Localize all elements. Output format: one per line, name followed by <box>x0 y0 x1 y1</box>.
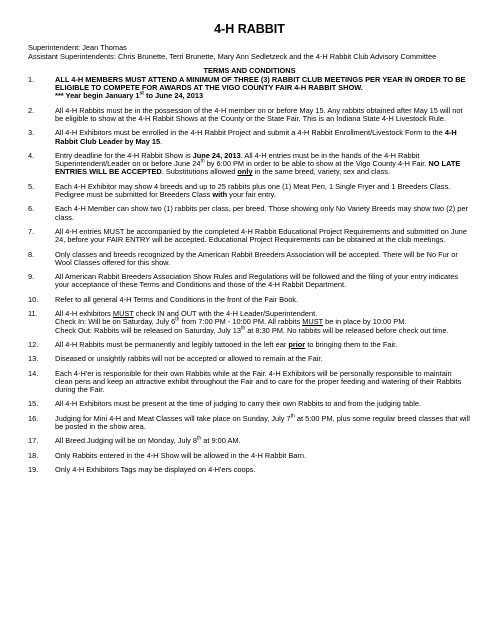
term-item <box>28 310 471 335</box>
term-number: 17. <box>28 436 39 446</box>
term-item <box>28 452 471 460</box>
term-text-segment: only <box>237 167 253 177</box>
term-text <box>55 452 471 460</box>
term-item <box>28 296 471 304</box>
term-text-segment: at 9:00 AM. <box>201 436 241 446</box>
term-text <box>55 355 471 363</box>
term-text-segment: All 4-H exhibitors <box>55 309 113 319</box>
term-item <box>28 183 471 200</box>
term-number: 1. <box>28 74 35 84</box>
terms-heading: TERMS AND CONDITIONS <box>203 66 296 76</box>
term-text-segment: MUST <box>302 317 324 327</box>
term-number: 11. <box>28 309 38 319</box>
term-text-segment: ALL 4-H MEMBERS MUST ATTEND A MINIMUM OF THREE (3) RABBIT CLUB MEETINGS PER YEAR IN ORDER TO BE ELIGIBLE TO COMPETE FOR AWARDS AT THE VIGO COUNTY FAIR 4-H RABBIT SHOW. <box>55 74 466 93</box>
term-number: 4. <box>28 150 35 160</box>
term-text-segment: June 24, 2013 <box>192 150 241 160</box>
term-text-segment: from 7:00 PM - 10:00 PM. All rabbits <box>179 317 303 327</box>
term-item <box>28 205 471 222</box>
term-text-segment: in the same breed, variety, sex and class. <box>252 167 391 177</box>
term-text <box>55 296 471 304</box>
term-text <box>55 183 471 200</box>
term-number: 15. <box>28 399 39 409</box>
term-number: 2. <box>28 105 35 115</box>
term-text <box>55 341 471 349</box>
term-text-superscript: st <box>139 90 144 97</box>
term-text-segment: All Breed Judging will be on Monday, July 8 <box>55 436 198 446</box>
term-text <box>55 107 471 124</box>
term-text <box>55 370 471 395</box>
term-number: 9. <box>28 272 35 282</box>
term-text-segment: NO LATE ENTRIES WILL BE ACCEPTED <box>55 159 461 177</box>
term-item <box>28 415 471 432</box>
term-text-superscript: th <box>290 413 295 420</box>
term-text <box>55 76 471 101</box>
term-number: 18. <box>28 450 39 460</box>
term-number: 7. <box>28 226 35 236</box>
term-item <box>28 370 471 395</box>
term-text-segment: Judging for Mini 4-H and Meat Classes will take place on Sunday, July 7 <box>55 413 291 423</box>
assistant-superintendents-line: Assistant Superintendents: Chris Brunette, Terri Brunette, Mary Ann Sedletzeck and the 4-H Rabbit Club Advisory Committee <box>28 51 437 61</box>
term-text-superscript: th <box>200 158 205 165</box>
term-text-segment: . <box>160 136 163 146</box>
term-item <box>28 76 471 101</box>
terms-list <box>28 76 471 474</box>
term-text-segment: Check In: Will be on Saturday, July 6 <box>55 317 176 327</box>
term-text <box>55 400 471 408</box>
term-text-segment: Entry deadline for the 4-H Rabbit Show is <box>55 150 193 160</box>
term-item <box>28 437 471 445</box>
term-text <box>55 228 471 245</box>
term-text <box>55 273 471 290</box>
term-text-segment: All 4-H Rabbits must be in the possession of the 4-H member on or before May 15. Any rabbits obtained after May 15 will not be eligible to show at the 4-H Rabbit Shows at the County or the State Fair. This is an Indiana State 4-H Livestock Rule. <box>55 105 463 123</box>
term-text <box>55 251 471 268</box>
term-text-segment: your fair entry. <box>227 190 276 200</box>
term-number: 16. <box>28 413 39 423</box>
term-text <box>55 310 471 335</box>
term-text-segment: Only 4-H Exhibitors Tags may be displayed on 4-H'ers coops. <box>55 464 256 474</box>
term-text-segment: with <box>212 190 228 200</box>
term-text-segment: All 4-H Exhibitors must be enrolled in the 4-H Rabbit Project and submit a 4-H Rabbit Enrollment/Livestock Form to the <box>55 128 445 138</box>
superintendent-line: Superintendent: Jean Thomas <box>28 43 127 52</box>
term-item <box>28 129 471 146</box>
term-text-segment: prior <box>288 339 306 349</box>
term-text-superscript: th <box>197 435 202 442</box>
term-text-segment: to June 24, 2013 <box>143 91 204 101</box>
term-item <box>28 251 471 268</box>
term-text-segment: Only Rabbits entered in the 4-H Show will be allowed in the 4-H Rabbit Barn. <box>55 450 307 460</box>
term-text-superscript: th <box>175 316 180 323</box>
term-text-segment: Check Out: Rabbits will be released on Saturday, July 13 <box>55 325 241 335</box>
term-number: 12. <box>28 339 39 349</box>
term-text-segment: All 4-H Rabbits must be permanently and legibly tattooed in the left ear <box>55 339 289 349</box>
term-number: 13. <box>28 354 39 364</box>
term-text-superscript: th <box>240 325 246 332</box>
term-text <box>55 437 471 445</box>
term-text-segment: Each 4-H Exhibitor may show 4 breeds and up to 25 rabbits plus one (1) Meat Pen, 1 Single Fryer and 1 Breeders Class. Pedigree must be submitted for Breeders Class <box>55 181 451 200</box>
term-number: 8. <box>28 249 35 259</box>
term-number: 19. <box>28 464 39 474</box>
term-item <box>28 400 471 408</box>
term-number: 6. <box>28 204 35 214</box>
term-item <box>28 228 471 245</box>
term-text-segment: MUST <box>112 309 134 319</box>
term-text-segment: . Substitutions allowed <box>161 167 238 177</box>
term-item <box>28 273 471 290</box>
term-item <box>28 152 471 177</box>
term-number: 14. <box>28 368 39 378</box>
term-text-segment: by 6:00 PM in order to be able to show at the Vigo County 4-H Fair. <box>204 159 429 169</box>
term-text <box>55 415 471 432</box>
term-text-segment: *** Year begin January 1 <box>55 91 140 101</box>
term-item <box>28 107 471 124</box>
term-text-segment: . All 4-H entries must be in the hands of the 4-H Rabbit Superintendent/Leader on or before June 24 <box>55 150 420 169</box>
term-number: 5. <box>28 181 35 191</box>
term-text-segment: Each 4-H Member can show two (1) rabbits per class, per breed. Those showing only No Variety Breeds may show two (2) per class. <box>55 204 468 222</box>
term-text-segment: 4-H Rabbit Club Leader by May 15 <box>55 128 457 146</box>
term-text-segment: be in place by 10:00 PM. <box>323 317 407 327</box>
term-text-segment: All 4-H Exhibitors must be present at the time of judging to carry their own Rabbits to and from the judging table. <box>55 399 422 409</box>
term-text-segment: All 4-H entries MUST be accompanied by the completed 4-H Rabbit Educational Project Requirements and submitted on June 24, before your FAIR ENTRY will be accepted. Educational Project Requirements can be obtained at the club meetings. <box>55 226 467 245</box>
term-text-segment: to bringing them to the Fair. <box>305 339 398 349</box>
term-number: 3. <box>28 128 35 138</box>
term-text-segment: Only classes and breeds recognized by the American Rabbit Breeders Association will be accepted. There will be No Fur or Wool Classes offered for this show. <box>55 249 458 267</box>
term-text-segment: at 5:00 PM, plus some regular breed classes that will be posted in the show area. <box>55 413 470 431</box>
term-item <box>28 466 471 474</box>
term-text-segment: Diseased or unsightly rabbits will not be accepted or allowed to remain at the Fair. <box>55 354 323 364</box>
term-text <box>55 152 471 177</box>
term-item <box>28 341 471 349</box>
term-text <box>55 129 471 146</box>
term-number: 10. <box>28 294 39 304</box>
term-text-segment: Each 4-H'er is responsible for their own Rabbits while at the Fair. 4-H Exhibitors will be personally responsible to maintain clean pens and keep an attractive exhibit throughout the Fair and to care for the proper feeding and watering of their Rabbits during the Fair. <box>55 368 462 395</box>
term-item <box>28 355 471 363</box>
term-text-segment: Refer to all general 4-H Terms and Conditions in the front of the Fair Book. <box>55 294 299 304</box>
term-text-segment: All American Rabbit Breeders Association Show Rules and Regulations will be followed and the filing of your entry indicates your acceptance of these Terms and Conditions and those of the 4-H Rabbit Department. <box>55 272 459 290</box>
term-text <box>55 205 471 222</box>
page-title: 4-H RABBIT <box>214 22 285 36</box>
term-text-segment: at 8:30 PM. No rabbits will be released before check out time. <box>245 325 449 335</box>
term-text-segment: check IN and OUT with the 4-H Leader/Superintendent. <box>133 309 318 319</box>
term-text <box>55 466 471 474</box>
